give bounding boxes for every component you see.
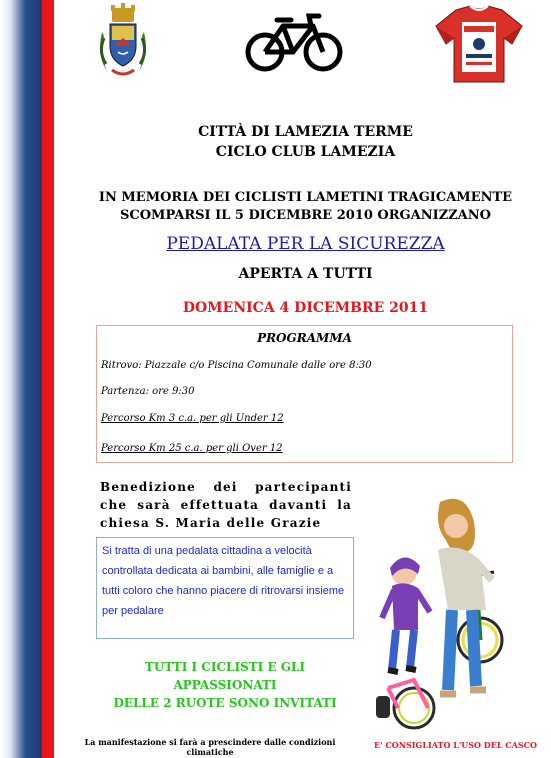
memorial-heading — [60, 189, 551, 225]
memorial-line-2: SCOMPARSI IL 5 DICEMBRE 2010 ORGANIZZANO — [120, 208, 491, 223]
program-route-over: Percorso Km 25 c.a. per gli Over 12 — [101, 443, 283, 454]
invitation-line-1: TUTTI I CICLISTI E GLI APPASSIONATI — [144, 660, 306, 692]
memorial-line-1: IN MEMORIA DEI CICLISTI LAMETINI TRAGICAMENTE — [98, 190, 513, 205]
city-name: CITTÀ DI LAMEZIA TERME — [198, 124, 413, 140]
weather-note: La manifestazione si farà a prescindere dalle condizioni climatiche — [84, 737, 336, 757]
program-route-under: Percorso Km 3 c.a. per gli Under 12 — [101, 413, 284, 424]
mother-child-cycling-illustration — [368, 490, 538, 735]
event-date: DOMENICA 4 DICEMBRE 2011 — [182, 300, 429, 316]
event-title: PEDALATA PER LA SICUREZZA — [166, 234, 445, 254]
invitation-text — [96, 658, 354, 712]
club-name: CICLO CLUB LAMEZIA — [215, 144, 396, 160]
bicycle-icon — [245, 12, 343, 74]
program-title: PROGRAMMA — [257, 331, 352, 345]
left-blue-stripe — [0, 0, 42, 758]
invitation-line-2: DELLE 2 RUOTE SONO INVITATI — [113, 696, 337, 710]
city-crest-icon — [94, 2, 152, 80]
left-red-stripe — [42, 0, 54, 758]
program-meeting: Ritrovo: Piazzale c/o Piscina Comunale dalle ore 8:30 — [101, 360, 372, 371]
helmet-note: E' CONSIGLIATO L'USO DEL CASCO — [374, 740, 537, 750]
program-start: Partenza: ore 9:30 — [101, 386, 195, 397]
blessing-text: Benedizione dei partecipanti che sarà effettuata davanti la chiesa S. Maria delle Grazie — [100, 480, 352, 530]
club-jersey-icon — [434, 4, 524, 84]
organizers-heading — [60, 122, 551, 162]
program-box — [96, 325, 513, 463]
info-box: Si tratta di una pedalata cittadina a velocità controllata dedicata ai bambini, alle famiglie e a tutti coloro che hanno piacere di ritrovarsi insieme per pedalare — [96, 537, 354, 639]
event-open-to-all: APERTA A TUTTI — [238, 266, 373, 282]
